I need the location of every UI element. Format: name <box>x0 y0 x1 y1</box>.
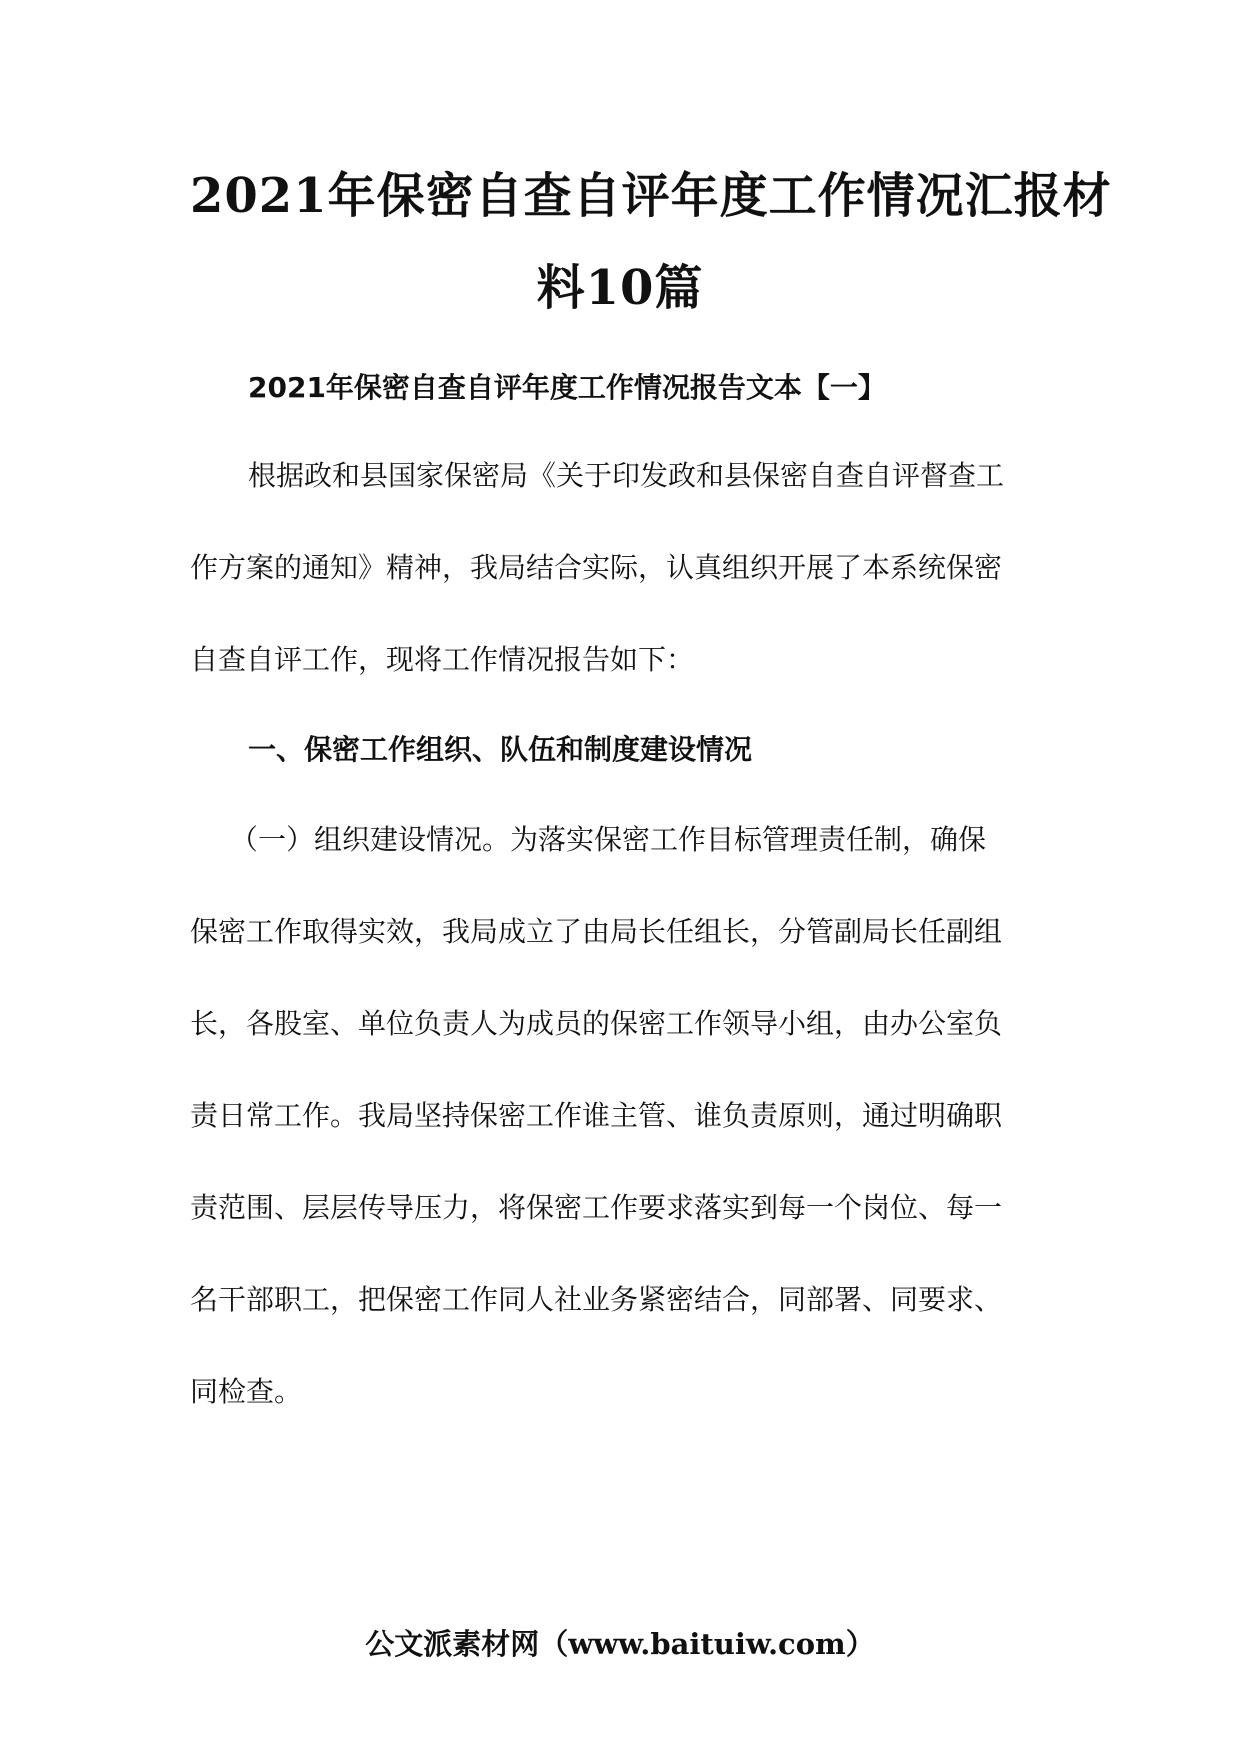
paragraph2-line-7: 同检查。 <box>190 1375 303 1408</box>
article-subtitle: 2021年保密自查自评年度工作情况报告文本【一】 <box>248 371 886 404</box>
page-footer: 公文派素材网（www.baituiw.com） <box>365 1627 875 1661</box>
paragraph2-line-4: 责日常工作。我局坚持保密工作谁主管、谁负责原则，通过明确职 <box>190 1099 1003 1132</box>
paragraph2-line-6: 名干部职工，把保密工作同人社业务紧密结合，同部署、同要求、 <box>190 1283 1003 1316</box>
paragraph1-line-1: 根据政和县国家保密局《关于印发政和县保密自查自评督查工 <box>248 459 1005 492</box>
document-title <box>190 150 1112 334</box>
paragraph1-line-2: 作方案的通知》精神，我局结合实际，认真组织开展了本系统保密 <box>190 551 1003 584</box>
paragraph2-line-1: （一）组织建设情况。为落实保密工作目标管理责任制，确保 <box>230 823 987 856</box>
paragraph2-line-2: 保密工作取得实效，我局成立了由局长任组长，分管副局长任副组 <box>190 915 1003 948</box>
section-heading-1: 一、保密工作组织、队伍和制度建设情况 <box>248 733 753 766</box>
paragraph2-line-3: 长，各股室、单位负责人为成员的保密工作领导小组，由办公室负 <box>190 1007 1003 1040</box>
paragraph1-line-3: 自查自评工作，现将工作情况报告如下： <box>190 643 695 676</box>
title-line-1: 2021年保密自查自评年度工作情况汇报材 <box>190 168 1112 224</box>
title-line-2: 料10篇 <box>536 260 704 316</box>
paragraph2-line-5: 责范围、层层传导压力，将保密工作要求落实到每一个岗位、每一 <box>190 1191 1003 1224</box>
